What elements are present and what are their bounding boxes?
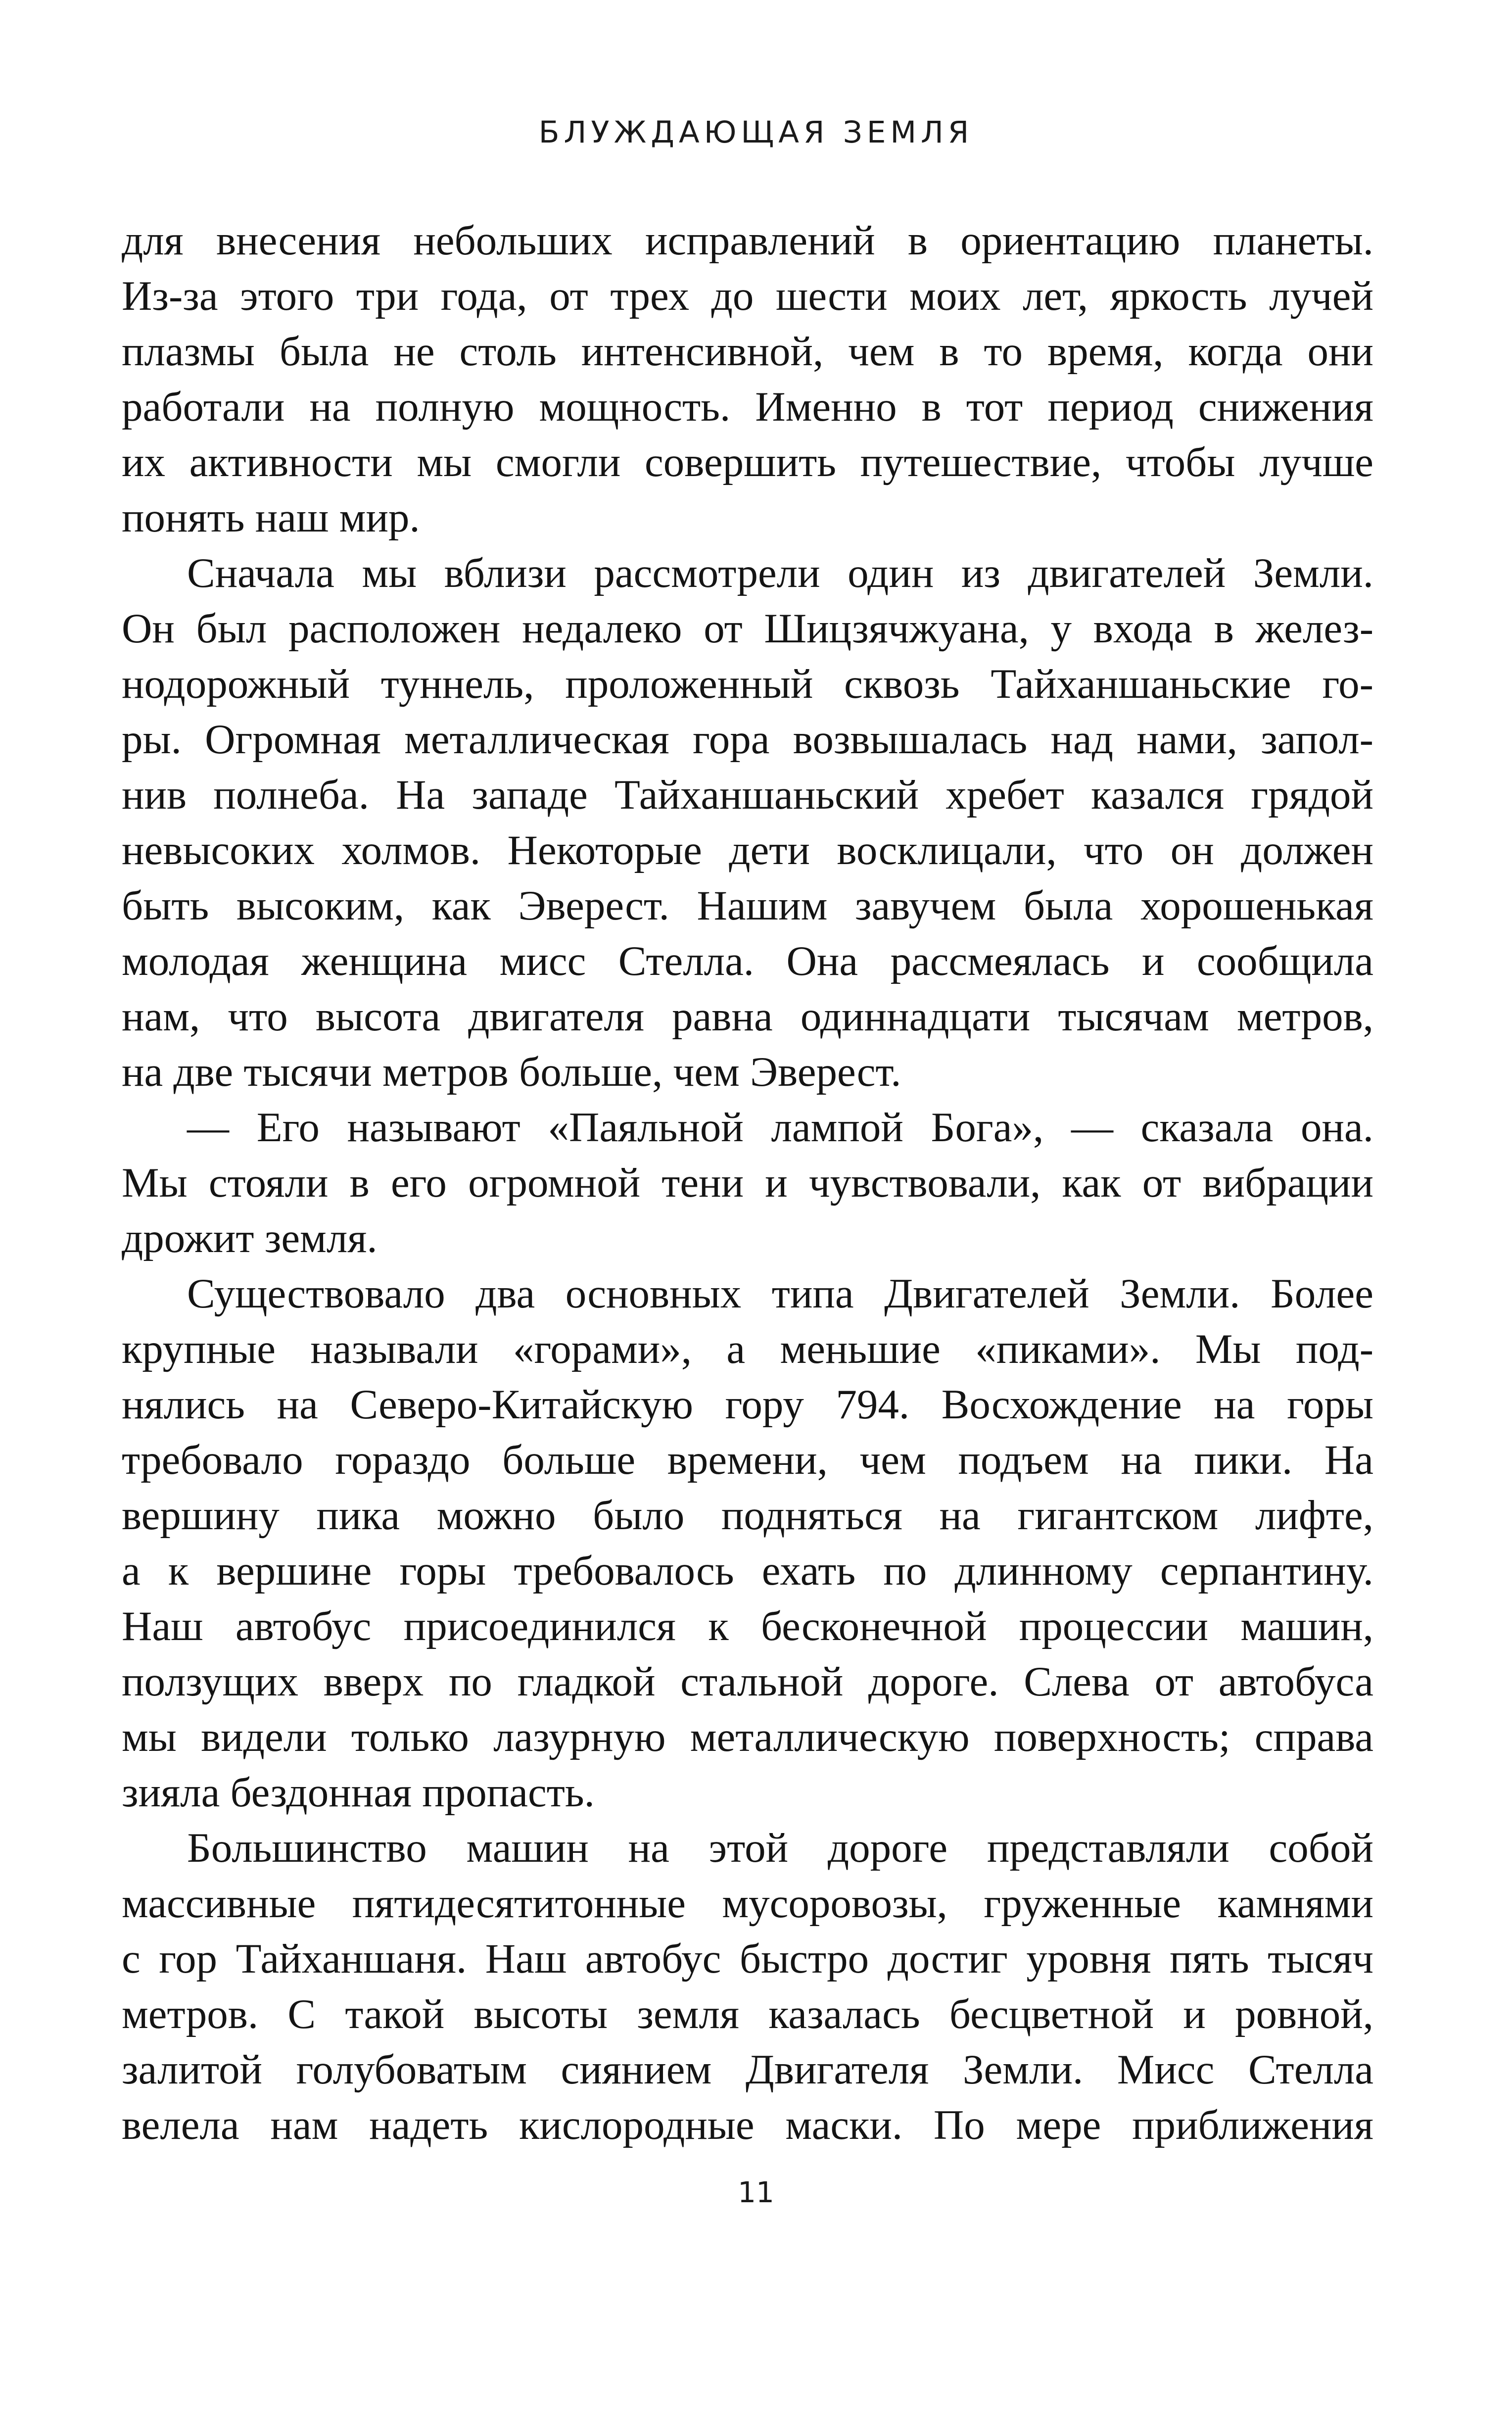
text-line: Мы стояли в его огромной тени и чувствовали, как от вибрации: [122, 1160, 1373, 1206]
text-line: их активности мы смогли совершить путешествие, чтобы лучше: [122, 439, 1373, 485]
text-line: мы видели только лазурную металлическую поверхность; справа: [122, 1714, 1373, 1760]
text-line: нялись на Северо-Китайскую гору 794. Восхождение на горы: [122, 1381, 1373, 1428]
text-line: требовало гораздо больше времени, чем подъем на пики. На: [122, 1437, 1373, 1483]
running-head: БЛУЖДАЮЩАЯ ЗЕМЛЯ: [538, 115, 974, 150]
text-line: — Его называют «Паяльной лампой Бога», — сказала она.: [187, 1104, 1373, 1151]
text-line: на две тысячи метров больше, чем Эверест.: [122, 1049, 901, 1095]
text-line: нам, что высота двигателя равна одиннадцати тысячам метров,: [122, 993, 1373, 1040]
text-line: залитой голубоватым сиянием Двигателя Земли. Мисс Стелла: [122, 2046, 1373, 2093]
text-line: Наш автобус присоединился к бесконечной процессии машин,: [122, 1603, 1373, 1649]
text-line: Существовало два основных типа Двигателей Земли. Более: [187, 1270, 1373, 1317]
text-line: Большинство машин на этой дороге представляли собой: [187, 1825, 1373, 1871]
text-line: вершину пика можно было подняться на гигантском лифте,: [122, 1492, 1373, 1539]
text-line: дрожит земля.: [122, 1215, 378, 1261]
text-line: ры. Огромная металлическая гора возвышалась над нами, запол-: [122, 716, 1373, 763]
text-line: ползущих вверх по гладкой стальной дороге. Слева от автобуса: [122, 1658, 1373, 1705]
text-line: работали на полную мощность. Именно в тот период снижения: [122, 384, 1373, 430]
text-line: понять наш мир.: [122, 494, 420, 541]
body-text: [122, 213, 1373, 2153]
text-line: Он был расположен недалеко от Шицзячжуана, у входа в желез-: [122, 605, 1373, 652]
text-line: невысоких холмов. Некоторые дети восклицали, что он должен: [122, 827, 1373, 873]
text-line: массивные пятидесятитонные мусоровозы, груженные камнями: [122, 1880, 1373, 1927]
text-line: нодорожный туннель, проложенный сквозь Тайханшаньские го-: [122, 661, 1373, 707]
text-line: плазмы была не столь интенсивной, чем в то время, когда они: [122, 328, 1373, 375]
text-line: метров. С такой высоты земля казалась бесцветной и ровной,: [122, 1991, 1373, 2037]
text-line: Сначала мы вблизи рассмотрели один из двигателей Земли.: [187, 550, 1373, 596]
text-line: нив полнеба. На западе Тайханшаньский хребет казался грядой: [122, 772, 1373, 818]
text-line: для внесения небольших исправлений в ориентацию планеты.: [122, 217, 1373, 264]
text-line: крупные называли «горами», а меньшие «пиками». Мы под-: [122, 1326, 1373, 1372]
page-number: 11: [738, 2175, 774, 2209]
text-line: а к вершине горы требовалось ехать по длинному серпантину.: [122, 1547, 1373, 1594]
text-line: велела нам надеть кислородные маски. По мере приближения: [122, 2102, 1373, 2148]
text-line: молодая женщина мисс Стелла. Она рассмеялась и сообщила: [122, 938, 1373, 984]
text-line: с гор Тайханшаня. Наш автобус быстро достиг уровня пять тысяч: [122, 1935, 1373, 1982]
text-line: Из-за этого три года, от трех до шести моих лет, яркость лучей: [122, 273, 1373, 319]
text-line: зияла бездонная пропасть.: [122, 1769, 595, 1816]
text-line: быть высоким, как Эверест. Нашим завучем была хорошенькая: [122, 882, 1373, 929]
